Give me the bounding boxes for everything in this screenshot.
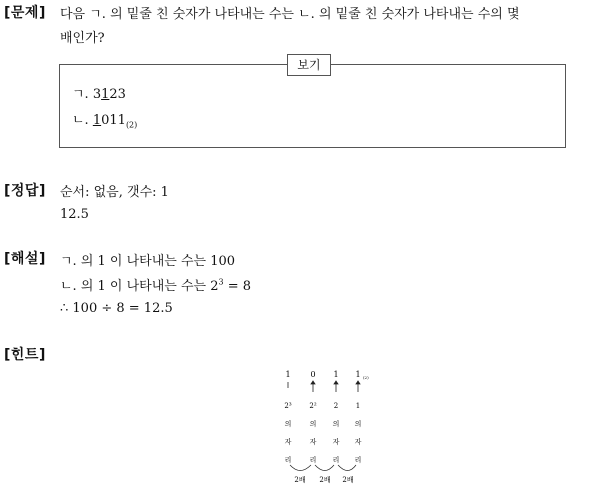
hint-times-3: 2배 bbox=[342, 476, 354, 484]
example-box-title: 보기 bbox=[287, 54, 331, 76]
hint-place-3: 2 bbox=[333, 402, 339, 410]
hint-curve-3 bbox=[338, 465, 356, 471]
hint-digit-3: 1 bbox=[333, 370, 339, 379]
explanation-line2: ㄴ. 의 1 이 나타내는 수는 $2^3 = 8$ bbox=[60, 277, 252, 294]
hint-ri-3: 리 bbox=[332, 456, 340, 464]
hint-ui-1: 의 bbox=[284, 420, 292, 428]
hint-ri-2: 리 bbox=[309, 456, 317, 464]
hint-ja-1: 자 bbox=[284, 438, 292, 446]
hint-place-2: 2² bbox=[309, 402, 317, 410]
answer-label: [정답] bbox=[4, 183, 46, 199]
explanation-label: [해설] bbox=[4, 251, 46, 267]
hint-place-4: 1 bbox=[355, 402, 361, 410]
problem-text-line2: 배인가? bbox=[60, 31, 105, 46]
hint-arrowhead-2 bbox=[311, 381, 315, 384]
hint-ja-3: 자 bbox=[332, 438, 340, 446]
hint-diagram bbox=[278, 368, 378, 484]
hint-place-1: 2³ bbox=[284, 402, 292, 410]
hint-ui-4: 의 bbox=[354, 420, 362, 428]
hint-curve-1 bbox=[290, 465, 311, 471]
example-box bbox=[59, 64, 566, 148]
hint-digit-subscript: (2) bbox=[363, 375, 369, 380]
hint-ja-4: 자 bbox=[354, 438, 362, 446]
hint-label: [힌트] bbox=[4, 347, 46, 363]
hint-arrowhead-3 bbox=[334, 381, 338, 384]
hint-digit-1: 1 bbox=[285, 370, 291, 379]
problem-text-line1: 다음 ㄱ. 의 밑줄 친 숫자가 나타내는 수는 ㄴ. 의 밑줄 친 숫자가 나타내는 수의 몇 bbox=[60, 7, 520, 22]
answer-value: 12.5 bbox=[60, 207, 89, 222]
hint-arrowhead-4 bbox=[356, 381, 360, 384]
hint-ri-1: 리 bbox=[284, 456, 292, 464]
hint-curves bbox=[290, 465, 356, 471]
hint-ui-2: 의 bbox=[309, 420, 317, 428]
explanation-line3: ∴ 100 ÷ 8 = 12.5 bbox=[60, 301, 173, 316]
hint-arrows bbox=[288, 381, 360, 392]
example-item-a: ㄱ. 3123 bbox=[72, 87, 126, 102]
hint-curve-2 bbox=[315, 465, 334, 471]
hint-ri-4: 리 bbox=[354, 456, 362, 464]
hint-digit-4: 1 bbox=[355, 370, 361, 379]
problem-label: [문제] bbox=[4, 5, 46, 21]
hint-digit-2: 0 bbox=[310, 370, 316, 379]
hint-ui-3: 의 bbox=[332, 420, 340, 428]
hint-times-1: 2배 bbox=[294, 476, 306, 484]
hint-times-2: 2배 bbox=[319, 476, 331, 484]
hint-ja-2: 자 bbox=[309, 438, 317, 446]
example-item-b: ㄴ. $1011_{(2)}$ bbox=[72, 113, 138, 130]
answer-line1: 순서: 없음, 갯수: 1 bbox=[60, 185, 169, 200]
explanation-line1: ㄱ. 의 1 이 나타내는 수는 100 bbox=[60, 254, 236, 269]
